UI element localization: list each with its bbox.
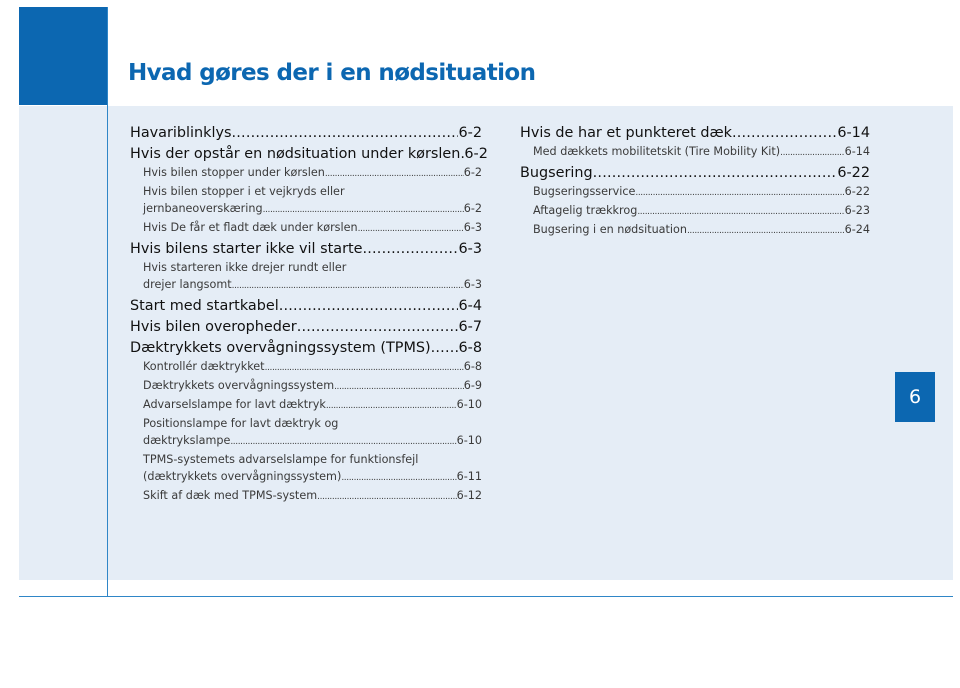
toc-subentry[interactable]: jernbaneoverskæring ..... 6-2 xyxy=(130,200,482,219)
toc-subentry[interactable]: Dæktrykkets overvågningssystem ..... 6-9 xyxy=(130,377,482,396)
page-ref: 6-8 xyxy=(463,360,482,373)
page-ref: 6-3 xyxy=(458,241,482,257)
toc-column-left xyxy=(130,122,488,506)
page-ref: 6-12 xyxy=(456,489,482,502)
page-title: Hvad gøres der i en nødsituation xyxy=(128,60,536,86)
toc-entry[interactable]: Havariblinklys ..... 6-2 xyxy=(130,123,482,143)
toc-subentry-line[interactable]: Hvis bilen stopper i et vejkryds eller xyxy=(143,185,345,198)
page-ref: 6-10 xyxy=(456,398,482,411)
toc-entry[interactable]: Hvis der opstår en nødsituation under kørslen ..... 6-2 xyxy=(130,144,482,164)
toc-entry[interactable]: Hvis de har et punkteret dæk ..... 6-14 xyxy=(520,123,870,143)
toc-subentry[interactable]: Aftagelig trækkrog ..... 6-23 xyxy=(520,202,870,221)
toc-subentry[interactable]: Skift af dæk med TPMS-system ..... 6-12 xyxy=(130,487,482,506)
toc-subentry[interactable]: Bugsering i en nødsituation ..... 6-24 xyxy=(520,221,870,240)
toc-entry[interactable]: Start med startkabel ..... 6-4 xyxy=(130,296,482,316)
chapter-number: 6 xyxy=(908,386,922,408)
page-ref: 6-11 xyxy=(456,470,482,483)
page-ref: 6-2 xyxy=(458,125,482,141)
toc-column-right xyxy=(520,122,870,240)
toc-subentry[interactable]: (dæktrykkets overvågningssystem) ..... 6-11 xyxy=(130,468,482,487)
page-ref: 6-9 xyxy=(463,379,482,392)
toc-subentry[interactable]: drejer langsomt ..... 6-3 xyxy=(130,276,482,295)
toc-entry[interactable]: Bugsering ..... 6-22 xyxy=(520,163,870,183)
page-ref: 6-10 xyxy=(456,434,482,447)
page-ref: 6-22 xyxy=(844,185,870,198)
toc-entry[interactable]: Dæktrykkets overvågningssystem (TPMS) ..... 6-8 xyxy=(130,338,482,358)
page-ref: 6-4 xyxy=(458,298,482,314)
toc-subentry[interactable]: Advarselslampe for lavt dæktryk ..... 6-10 xyxy=(130,396,482,415)
toc-subentry-line[interactable]: Positionslampe for lavt dæktryk og xyxy=(143,417,339,430)
toc-subentry[interactable]: Hvis De får et fladt dæk under kørslen ..... 6-3 xyxy=(130,219,482,238)
page-ref: 6-23 xyxy=(844,204,870,217)
toc-subentry-line[interactable]: TPMS-systemets advarselslampe for funktionsfejl xyxy=(143,453,419,466)
toc-entry[interactable]: Hvis bilen overopheder ..... 6-7 xyxy=(130,317,482,337)
page-ref: 6-14 xyxy=(844,145,870,158)
page-ref: 6-3 xyxy=(463,278,482,291)
toc-subentry[interactable]: Hvis bilen stopper under kørslen ..... 6-2 xyxy=(130,164,482,183)
page-ref: 6-8 xyxy=(458,340,482,356)
page-ref: 6-2 xyxy=(464,146,488,162)
toc-subentry-line[interactable]: Hvis starteren ikke drejer rundt eller xyxy=(143,261,347,274)
toc-entry[interactable]: Hvis bilens starter ikke vil starte ..... 6-3 xyxy=(130,239,482,259)
page-ref: 6-22 xyxy=(837,165,870,181)
page-ref: 6-14 xyxy=(837,125,870,141)
vertical-rule xyxy=(107,7,108,597)
toc-subentry[interactable]: Bugseringsservice ..... 6-22 xyxy=(520,183,870,202)
horizontal-rule xyxy=(19,596,953,597)
page-ref: 6-7 xyxy=(458,319,482,335)
page-ref: 6-24 xyxy=(844,223,870,236)
chapter-color-block xyxy=(19,7,107,105)
page-ref: 6-2 xyxy=(463,166,482,179)
chapter-tab[interactable] xyxy=(895,372,935,422)
toc-subentry[interactable]: Kontrollér dæktrykket ..... 6-8 xyxy=(130,358,482,377)
toc-subentry[interactable]: dæktrykslampe ..... 6-10 xyxy=(130,432,482,451)
page-ref: 6-2 xyxy=(463,202,482,215)
toc-subentry[interactable]: Med dækkets mobilitetskit (Tire Mobility Kit) ..... 6-14 xyxy=(520,143,870,162)
page-ref: 6-3 xyxy=(463,221,482,234)
